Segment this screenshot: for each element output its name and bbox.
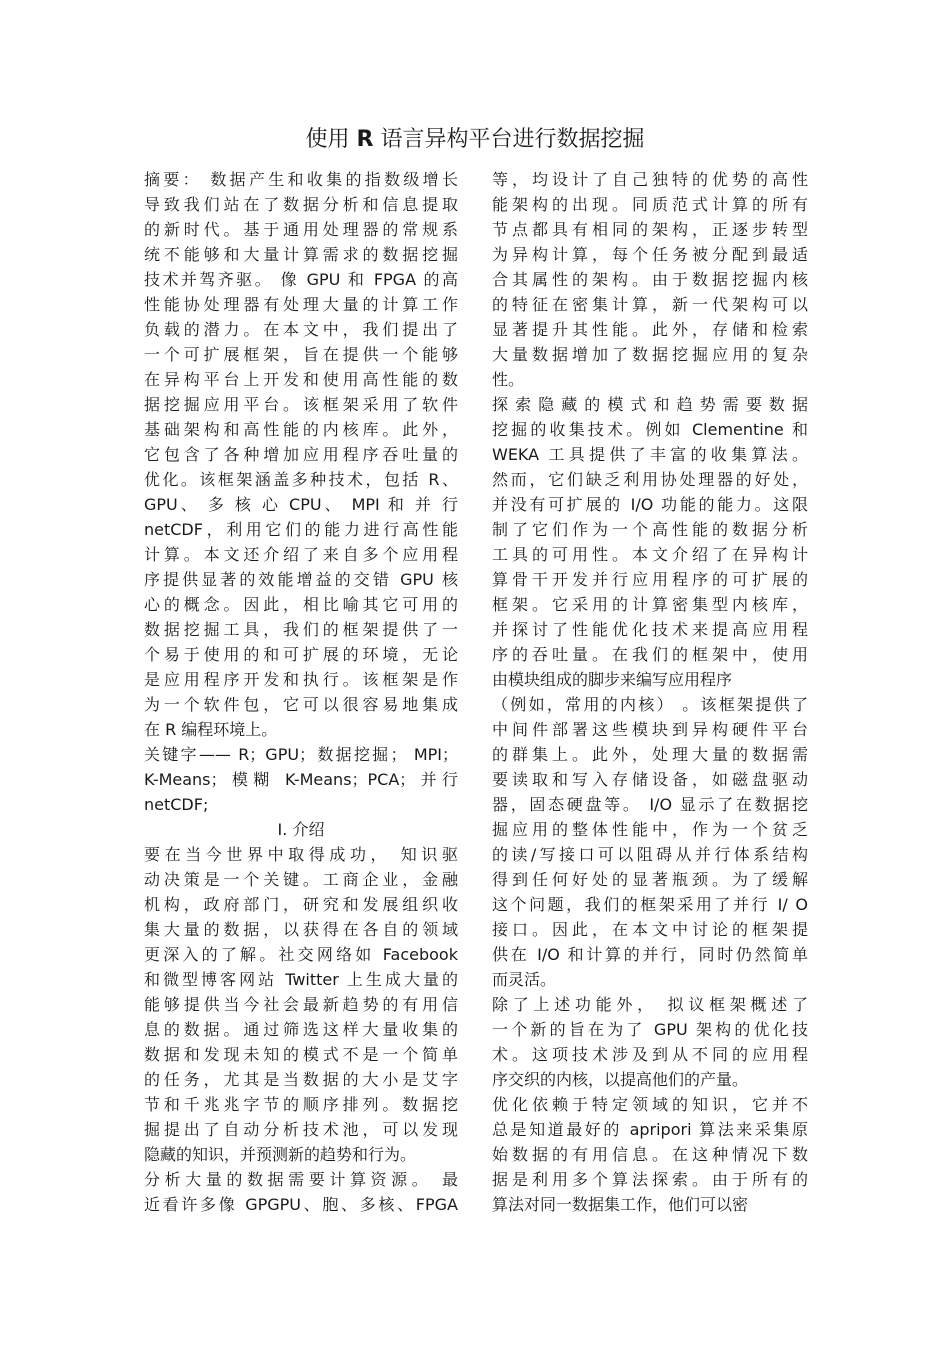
right-line: 探索隐藏的模式和趋势需要数据 bbox=[492, 395, 808, 414]
left-line: 是应用程序开发和执行。该框架是作 bbox=[144, 670, 458, 689]
right-line: 等，均设计了自己独特的优势的高性 bbox=[492, 170, 808, 189]
right-line: 制了它们作为一个高性能的数据分析 bbox=[492, 520, 808, 539]
title-suffix: 语言异构平台进行数据挖掘 bbox=[380, 127, 645, 152]
right-line: 并探讨了性能优化技术来提高应用程 bbox=[492, 620, 808, 639]
left-line: 心的概念。因此，相比喻其它可用的 bbox=[144, 595, 458, 614]
left-line: 节和千兆兆字节的顺序排列。数据挖 bbox=[144, 1095, 458, 1114]
left-line: 动决策是一个关键。工商企业，金融 bbox=[144, 870, 458, 889]
left-line: 一个可扩展框架，旨在提供一个能够 bbox=[144, 345, 458, 364]
right-line: 接口。因此，在本文中讨论的框架提 bbox=[492, 920, 808, 939]
right-line: 性。 bbox=[492, 370, 525, 389]
right-line: 并没有可扩展的 I/O 功能的能力。这限 bbox=[492, 495, 808, 514]
right-line: 供在 I/O 和计算的并行，同时仍然简单 bbox=[492, 945, 808, 964]
right-line: 据是利用多个算法探索。由于所有的 bbox=[492, 1170, 808, 1189]
left-line: K-Means；模糊 K-Means；PCA；并行 bbox=[144, 770, 458, 789]
right-line: 显著提升其性能。此外，存储和检索 bbox=[492, 320, 808, 339]
title-r: R bbox=[356, 127, 374, 152]
right-line: 算法对同一数据集工作，他们可以密 bbox=[492, 1195, 749, 1214]
left-line: 掘提出了自动分析技术池，可以发现 bbox=[144, 1120, 458, 1139]
right-line: 序交织的内核，以提高他们的产量。 bbox=[492, 1070, 749, 1089]
left-line: 摘要： 数据产生和收集的指数级增长 bbox=[144, 170, 458, 189]
right-column bbox=[492, 167, 808, 1217]
left-line: 性能协处理器有处理大量的计算工作 bbox=[144, 295, 458, 314]
right-line: 的读/写接口可以阻碍从并行体系结构 bbox=[492, 845, 808, 864]
left-line: 统不能够和大量计算需求的数据挖掘 bbox=[144, 245, 458, 264]
left-line: 计算。本文还介绍了来自多个应用程 bbox=[144, 545, 458, 564]
right-line: 这个问题，我们的框架采用了并行 I/ O bbox=[492, 895, 808, 914]
right-line: 得到任何好处的显著瓶颈。为了缓解 bbox=[492, 870, 808, 889]
right-line: 优化依赖于特定领域的知识，它并不 bbox=[492, 1095, 808, 1114]
right-line: 器，固态硬盘等。 I/O 显示了在数据挖 bbox=[492, 795, 808, 814]
right-line: 掘应用的整体性能中，作为一个贫乏 bbox=[492, 820, 808, 839]
right-line: 始数据的有用信息。在这种情况下数 bbox=[492, 1145, 808, 1164]
right-line: 能架构的出现。同质范式计算的所有 bbox=[492, 195, 808, 214]
left-line: 更深入的了解。社交网络如 Facebook bbox=[144, 945, 458, 964]
right-line: 挖掘的收集技术。例如 Clementine 和 bbox=[492, 420, 808, 439]
left-line: 分析大量的数据需要计算资源。 最 bbox=[144, 1170, 458, 1189]
left-line: 负载的潜力。在本文中，我们提出了 bbox=[144, 320, 458, 339]
right-line: 术。这项技术涉及到从不同的应用程 bbox=[492, 1045, 808, 1064]
left-line: 要在当今世界中取得成功， 知识驱 bbox=[144, 845, 458, 864]
left-line: 导致我们站在了数据分析和信息提取 bbox=[144, 195, 458, 214]
left-line: 近看许多像 GPGPU、胞、多核、FPGA bbox=[144, 1195, 458, 1214]
right-line: 算骨干开发并行应用程序的可扩展的 bbox=[492, 570, 808, 589]
right-line: 中间件部署这些模块到异构硬件平台 bbox=[492, 720, 808, 739]
left-line: 集大量的数据，以获得在各自的领域 bbox=[144, 920, 458, 939]
right-line: 而灵活。 bbox=[492, 970, 557, 989]
left-line: 它包含了各种增加应用程序吞吐量的 bbox=[144, 445, 458, 464]
right-line: （例如，常用的内核） 。该框架提供了 bbox=[492, 695, 808, 714]
right-line: 一个新的旨在为了 GPU 架构的优化技 bbox=[492, 1020, 808, 1039]
left-line: 隐藏的知识，并预测新的趋势和行为。 bbox=[144, 1145, 417, 1164]
right-line: 大量数据增加了数据挖掘应用的复杂 bbox=[492, 345, 808, 364]
right-line: 除了上述功能外， 拟议框架概述了 bbox=[492, 995, 808, 1014]
left-line: 技术并驾齐驱。 像 GPU 和 FPGA 的高 bbox=[144, 270, 458, 289]
right-line: 为异构计算，每个任务被分配到最适 bbox=[492, 245, 808, 264]
left-line: 的任务，尤其是当数据的大小是艾字 bbox=[144, 1070, 458, 1089]
left-line: 机构，政府部门，研究和发展组织收 bbox=[144, 895, 458, 914]
right-line: 工具的可用性。本文介绍了在异构计 bbox=[492, 545, 808, 564]
left-column bbox=[144, 167, 458, 1217]
title-prefix: 使用 bbox=[305, 127, 350, 152]
right-line: 由模块组成的脚步来编写应用程序 bbox=[492, 670, 733, 689]
right-line: WEKA 工具提供了丰富的收集算法。 bbox=[492, 445, 808, 464]
right-line: 节点都具有相同的架构，正逐步转型 bbox=[492, 220, 808, 239]
left-line: 为一个软件包，它可以很容易地集成 bbox=[144, 695, 458, 714]
left-line: 数据挖掘工具，我们的框架提供了一 bbox=[144, 620, 458, 639]
left-line: 息的数据。通过筛选这样大量收集的 bbox=[144, 1020, 458, 1039]
right-line: 总是知道最好的 apripori 算法来采集原 bbox=[492, 1120, 808, 1139]
page-title bbox=[0, 124, 950, 156]
left-line: netCDF; bbox=[144, 795, 209, 814]
left-line: 能够提供当今社会最新趋势的有用信 bbox=[144, 995, 458, 1014]
left-line: 在异构平台上开发和使用高性能的数 bbox=[144, 370, 458, 389]
right-line: 合其属性的架构。由于数据挖掘内核 bbox=[492, 270, 808, 289]
left-line: 基础架构和高性能的内核库。此外， bbox=[144, 420, 458, 439]
right-line: 框架。它采用的计算密集型内核库， bbox=[492, 595, 808, 614]
left-line: 序提供显著的效能增益的交错 GPU 核 bbox=[144, 570, 458, 589]
left-line: 关键字—— R；GPU；数据挖掘； MPI； bbox=[144, 745, 458, 764]
right-line: 序的吞吐量。在我们的框架中，使用 bbox=[492, 645, 808, 664]
left-line: 据挖掘应用平台。该框架采用了软件 bbox=[144, 395, 458, 414]
left-line: 个易于使用的和可扩展的环境，无论 bbox=[144, 645, 458, 664]
left-line: 和微型博客网站 Twitter 上生成大量的 bbox=[144, 970, 458, 989]
left-line: GPU、 多 核 心 CPU、 MPI 和 并 行 bbox=[144, 495, 458, 514]
right-line: 的特征在密集计算，新一代架构可以 bbox=[492, 295, 808, 314]
right-line: 要读取和写入存储设备，如磁盘驱动 bbox=[492, 770, 808, 789]
left-line: 的新时代。基于通用处理器的常规系 bbox=[144, 220, 458, 239]
right-line: 然而，它们缺乏利用协处理器的好处， bbox=[492, 470, 808, 489]
section-heading: I. 介绍 bbox=[277, 820, 325, 839]
right-line: 的群集上。此外，处理大量的数据需 bbox=[492, 745, 808, 764]
left-line: 在 R 编程环境上。 bbox=[144, 720, 278, 739]
left-line: netCDF，利用它们的能力进行高性能 bbox=[144, 520, 458, 539]
left-line: 优化。该框架涵盖多种技术，包括 R、 bbox=[144, 470, 458, 489]
left-line: 数据和发现未知的模式不是一个简单 bbox=[144, 1045, 458, 1064]
